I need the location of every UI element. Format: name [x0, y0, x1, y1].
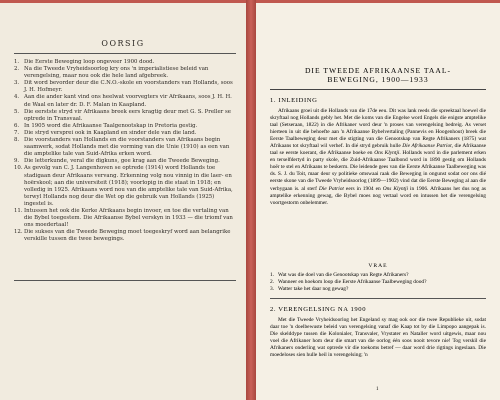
oorsig-item-number: 10.	[14, 165, 23, 172]
paragraph-text: in 1906. Afrikaans het dus nog as amptelike erkenning gewag, die Bybel moes nog vertaal word en intussen het die verengelsing voortgestorm onbelemmer.	[270, 185, 486, 206]
oorsig-item-text: Na die Tweede Vryheidsoorlog kry ons 'n imperialistiese beleid van verengelsing, maar nou ook die hele land afgebreek.	[24, 66, 209, 80]
oorsig-item	[14, 137, 236, 158]
oorsig-item	[14, 208, 236, 229]
chapter-title-line-2: BEWEGING, 1900—1933	[327, 75, 429, 84]
chapter-title	[270, 66, 486, 84]
oorsig-item-number: 3.	[14, 80, 20, 87]
oorsig-item-text: In 1905 word die Afrikaanse Taalgenootskap in Pretoria gestig.	[24, 122, 198, 129]
divider	[14, 53, 236, 54]
paragraph-text: eers in 1904 en	[343, 185, 381, 192]
chapter-title-line-1: DIE TWEEDE AFRIKAANSE TAAL-	[304, 66, 452, 75]
oorsig-item-text: Dit word bevorder deur die C.N.O.-skole en voorstanders van Hollands, soos J. H. Hofmeyr.	[24, 80, 233, 94]
book-gutter	[246, 0, 256, 400]
question-item-text: Watter take het daar nog gewag?	[278, 286, 349, 293]
section-heading-inleiding: 1. INLEIDING	[270, 97, 318, 104]
oorsig-item-number: 12.	[14, 229, 23, 236]
oorsig-item-number: 7.	[14, 129, 20, 136]
oorsig-item	[14, 130, 236, 137]
oorsig-item-number: 1.	[14, 59, 20, 65]
oorsig-item	[14, 59, 236, 66]
oorsig-item-text: Die sukses van die Tweede Beweging moet toegeskryf word aan belangrike verskille tussen die twee bewegings.	[24, 229, 231, 243]
question-item-number: 1.	[270, 272, 275, 278]
paragraph-inleiding	[270, 108, 486, 207]
oorsig-item-number: 5.	[14, 108, 20, 115]
question-item-text: Wanneer en hoekom loop die Eerste Afrikaanse Taalbeweging dood?	[278, 279, 427, 286]
italic-title: Die Afrikaanse Patriot	[402, 143, 452, 150]
oorsig-item-number: 4.	[14, 94, 20, 101]
oorsig-item-number: 9.	[14, 158, 20, 165]
oorsig-item	[14, 80, 236, 94]
paragraph-text: . Hollands word in die parlement erken en terselfdertyd in party skole, die Zuid-Afrikaanse Taalbond word in 1890 gestig om Hollands hoër te stel en Afrikaans te beskerm. Die leidende gees van die Eerste Afrikaanse Taalbeweging was ds. S. J. du Toit, maar deur sy politieke omswaai raak die Beweging in ongunst sodat oor ons dié eerste skone van die Tweede Vryheidsoorlog (1899—1902) vind dat die Eerste Beweging al aan die verbygaan is. al sterf	[270, 150, 486, 192]
page-number: 1	[376, 387, 379, 392]
italic-title: Die Patriot	[318, 185, 344, 192]
italic-title: Ons Klyntji	[382, 185, 409, 192]
oorsig-item-text: Die stryd versprei ook in Kaapland en sinder dele van die land.	[24, 129, 197, 136]
oorsig-item-number: 11.	[14, 207, 23, 214]
oorsig-list	[14, 59, 236, 243]
oorsig-item-number: 6.	[14, 122, 20, 129]
oorsig-item	[14, 109, 236, 123]
oorsig-item	[14, 66, 236, 80]
question-item	[270, 279, 486, 286]
oorsig-item-text: As gevolg van C. J. Langenhoven se optrede (1914) word Hollands toe stadigaan deur Afrikaans vervang. Erkenning volg nou vinnig in die laer- en hoërskool; aan die universiteit (1918); voorlopig in die staat in 1918; en volledig in 1925. Afrikaans word nou van die amptelike tale van Suid-Afrika, terwyl Hollands nog deur die Wet op die gebruik van Hollands (1925) ingestel is.	[24, 165, 233, 207]
oorsig-item-text: Die eerstste stryd vir Afrikaans breek eers kragtig deur met G. S. Preller se optrede in Transvaal.	[24, 108, 231, 122]
question-item-number: 2.	[270, 279, 275, 286]
oorsig-item	[14, 123, 236, 130]
divider	[270, 89, 486, 90]
question-item	[270, 286, 486, 293]
divider	[270, 298, 486, 299]
oorsig-item	[14, 94, 236, 108]
oorsig-item-text: Die letterkunde, veral die digkuns, gee krag aan die Tweede Beweging.	[24, 158, 220, 165]
oorsig-item-text: Intussen het ook die Kerke Afrikaans begin invoer, en toe die vertaling van die Bybel toegestem. Die Afrikaanse Bybel verskyn in 1933 — die triomf van ons moedertaal!	[24, 207, 233, 229]
paragraph-text: , die Afrikaanse taal se eerste koerant, die Afrikaanse boeke en	[270, 143, 487, 157]
paragraph-text: Afrikaans groei uit die Hollands van die 17de eeu. Dit was lank reeds die spreektaal hoewel die skryftaal nog Hollands gebly het. Met die koms van die Engelse word Engels die enigste amptelike taal (Setseraan, 1822) in die Afrikaner word deur 'n proses van verengelsing bedreig. As verset hierteen in uit die behoefte aan 'n Afrikaanse Bybelvertaling (Pannevis en Hoogenhout) breek die Eerste Taalbeweging deur met die stigting van die Genootskap van Regte Afrikaners (1875) wat Afrikaans tot skryftaal wil verhef. In dié stryd gebruik hulle	[270, 108, 486, 150]
oorsig-item-text: Aan die ander kant vind ons heelwat voorvegters vir Afrikaans, soos J. H. H. de Waal en later dr. D. F. Malan in Kaapland.	[24, 94, 232, 108]
questions-list	[270, 272, 486, 293]
paragraph-verengelsing: Met die Tweede Vryheidsoorlog het Engeland sy mag ook oor die twee Republieke uit, sodat daar toe 'n doelbewuste beleid van verengelsing vanaf die Kaap tot by die Limpopo aangepak is. Die skelddype tussen die Kolonialer, Transvaler, Vrystater en Nataller word uitgewis, maar nou voel die Afrikaner hom deur die smart van die oorlog één soos nooit tevore nie! Tog verskil die Afrikaners onderling wat optrede vir die toekoms betref — daar word drie rigtings ingeslaan. Die moedeloses sien hulle heil in verengelsing; 'n	[270, 317, 486, 359]
oorsig-item	[14, 229, 236, 243]
oorsig-item-number: 8.	[14, 137, 20, 144]
oorsig-item	[14, 165, 236, 208]
left-page	[0, 3, 246, 400]
oorsig-item-number: 2.	[14, 66, 20, 73]
oorsig-title: OORSIG	[101, 39, 145, 48]
italic-title: Ons Klyntji	[374, 150, 400, 157]
oorsig-item-text: Die Eerste Beweging loop ongeveer 1900 dood.	[24, 59, 155, 65]
question-item-text: Wat was die doel van die Genootskap van Regte Afrikaners?	[278, 272, 409, 278]
section-heading-verengelsing: 2. VERENGELSING NA 1900	[270, 306, 367, 313]
question-item-number: 3.	[270, 286, 275, 293]
divider	[14, 280, 236, 281]
vrae-title: VRAE	[368, 263, 388, 269]
oorsig-item-text: Die voorstanders van Hollands en die voorstanders van Afrikaans begin saamwerk, sodat Hollands met die vorming van die Unie (1910) as een van die amptelike tale van Suid-Afrika erken word.	[24, 137, 230, 158]
